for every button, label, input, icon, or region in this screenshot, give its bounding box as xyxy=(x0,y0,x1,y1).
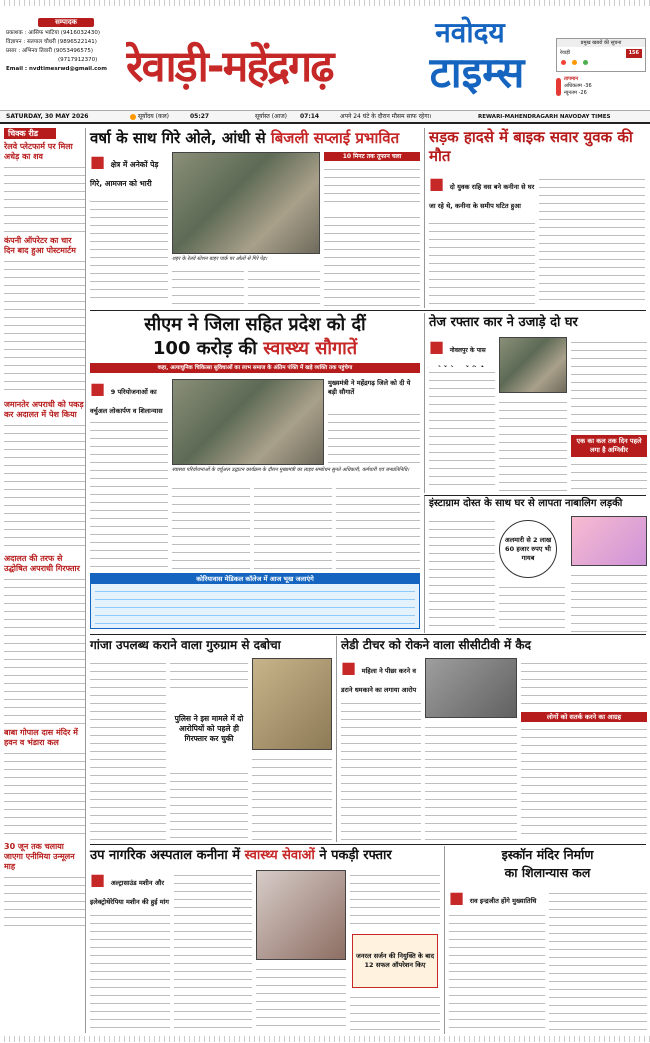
ganja-quote: पुलिस ने इस मामले में दो आरोपियों को पहले ही गिरफ्तार कर चुकी xyxy=(174,714,244,743)
divider xyxy=(90,844,646,845)
bullet-icon: ■ xyxy=(449,888,470,907)
top-story-bullet: ■ क्षेत्र में अनेकों पेड़ गिरे, आमजन को भारी xyxy=(90,152,159,188)
hail-photo-caption: शहर के रेलवे स्टेशन बाहर पार्क पर ओलों से गिरे पेड़। xyxy=(172,256,268,262)
email[interactable]: Email : nvdtimesrwd@gmail.com xyxy=(6,66,107,72)
left-story xyxy=(4,554,85,724)
iskcon-story xyxy=(444,846,646,1034)
sunset: सूर्यास्त (आज) xyxy=(255,113,288,120)
sunrise: सूर्योदय (कल) xyxy=(138,113,170,120)
accident-headline: सड़क हादसे में बाइक सवार युवक की मौत xyxy=(429,128,633,165)
bullet-icon: ■ xyxy=(90,152,111,171)
cm-headline-line2: 100 करोड़ की स्वास्थ्य सौगातें xyxy=(152,338,358,359)
insta-story xyxy=(424,495,646,633)
left-story xyxy=(4,842,85,932)
cm-story xyxy=(90,313,420,631)
iskcon-headline-line2: का शिलान्यास कल xyxy=(504,865,591,880)
bullet-icon: ■ xyxy=(90,379,111,398)
cctv-headline: लेडी टीचर को रोकने वाला सीसीटीवी में कैद xyxy=(341,638,531,652)
tagline: अपने 24 घंटे के दौरान मौसम साफ रहेगा। xyxy=(340,113,432,120)
left-story-headline: जमानतेर अपराधी को पकड़ कर अदालत में पेश किया xyxy=(4,400,84,419)
cctv-side-title: लोगों को सतर्क करने का आग्रह xyxy=(521,712,647,722)
kanina-bullet: ■ अल्ट्रासाउंड मशीन और इलेक्ट्रोथेरेपिया मशीन की हुई मांग xyxy=(90,870,169,906)
staff-line: (9717912370) xyxy=(58,57,98,63)
sunset-time: 07:14 xyxy=(300,113,320,120)
iskcon-bullet: ■ राव इन्द्रजीत होंगे मुख्यातिथि xyxy=(449,888,537,907)
medical-box-title: कोरियावास मेडिकल कॉलेज में आज भूख जलाएंगे xyxy=(91,574,419,584)
car-headline: तेज रफ्तार कार ने उजाड़े दो घर xyxy=(429,315,578,330)
date: SATURDAY, 30 MAY 2026 xyxy=(6,113,89,120)
insta-photo xyxy=(571,516,647,566)
cm-bullet: ■ 9 परियोजनाओं का वर्चुअल लोकार्पण व शिलान्यास xyxy=(90,379,163,415)
sky-badge: 156 xyxy=(626,49,642,58)
staff-heading: सम्पादक xyxy=(38,18,94,27)
bullet-icon: ■ xyxy=(341,658,362,677)
left-story xyxy=(4,728,85,838)
kanina-story xyxy=(90,846,440,1034)
top-story xyxy=(90,128,420,308)
registration-marks xyxy=(0,0,650,6)
car-side-title: एक का कल तक दिन पहले लगा है अग्निवीर xyxy=(571,435,647,457)
cctv-photo xyxy=(425,658,517,718)
kanina-headline: उप नागरिक अस्पताल कनीना में स्वास्थ्य सेवाओं ने पकड़ी रफ्तार xyxy=(90,848,392,863)
divider xyxy=(90,634,646,635)
left-story-headline: रेलवे प्लेटफार्म पर मिला अधेड़ का शव xyxy=(4,142,73,161)
cm-headline-line1: सीएम ने जिला सहित प्रदेश को दीं xyxy=(144,314,366,335)
registration-marks-bottom xyxy=(0,1036,650,1042)
staff-line: प्रसार : अभिनव तिवारी (9053496575) xyxy=(6,48,93,54)
hospital-photo xyxy=(256,870,346,960)
top-story-headline: वर्षा के साथ गिरे ओले, आंधी से बिजली सप्लाई प्रभावित xyxy=(90,129,400,147)
edition: REWARI-MAHENDRAGARH NAVODAY TIMES xyxy=(478,114,611,120)
ganja-headline: गांजा उपलब्ध कराने वाला गुरुग्राम से दबोचा xyxy=(90,638,281,652)
left-story xyxy=(4,142,85,232)
cm-photo-caption: स्वास्थ्य परियोजनाओं के वर्चुअल उद्घाटन कार्यक्रम के दौरान मुख्यमंत्री का लाइव सम्बोधन सुनते अधिकारी, कर्मचारी एवं जनप्रतिनिधि। xyxy=(172,467,410,473)
police-photo xyxy=(252,658,332,750)
bullet-icon: ■ xyxy=(429,174,450,193)
masthead-title-left: रेवाड़ी-महेंद्रगढ़ xyxy=(126,42,333,92)
weather-box xyxy=(556,76,646,100)
cm-event-photo xyxy=(172,379,324,465)
car-story xyxy=(424,313,646,493)
cctv-story xyxy=(336,636,646,842)
left-story-headline: बाबा गोपाल दास मंदिर में हवन व भंडारा कल xyxy=(4,728,78,747)
kanina-headline-highlight: स्वास्थ्य सेवाओं xyxy=(244,848,315,863)
staff-line: विज्ञापन : सतपाल चौधरी (9896522141) xyxy=(6,39,97,45)
thermometer-icon xyxy=(556,78,561,96)
ganja-story xyxy=(90,636,332,842)
sun-icon xyxy=(130,114,136,120)
cctv-bullet: ■ महिला ने पीछा करने व डराने धमकाने का लगाया आरोप xyxy=(341,658,417,694)
sky-city: रेवाड़ी xyxy=(560,50,571,56)
hail-photo xyxy=(172,152,320,254)
weather-label: तापमान xyxy=(564,76,579,82)
cm-redline: कहा, अत्याधुनिक चिकित्सा सुविधाओं का लाभ समाज के अंतिम पंक्ति में खड़े व्यक्ति तक पहुंचेगा xyxy=(90,363,420,373)
left-story xyxy=(4,400,85,550)
left-story-headline: कंपनी ऑपरेटर का चार दिन बाद हुआ पोस्टमार्टम xyxy=(4,236,76,255)
iskcon-headline-line1: इस्कॉन मंदिर निर्माण xyxy=(501,847,594,862)
accident-story xyxy=(424,128,646,308)
kanina-quote: जनरल सर्जन की नियुक्ति के बाद 12 सफल ऑपरेशन किए xyxy=(352,934,438,988)
dateline xyxy=(0,110,650,124)
masthead-title-right-top: नवोदय xyxy=(435,16,505,49)
accident-bullet: ■ दो युवक राहि वस बने कनीना से घर जा रहे थे, कनीना के समीप घटित हुआ xyxy=(429,174,535,210)
storm-box-title: 10 मिनट तक तूफान चला xyxy=(324,152,420,161)
left-column xyxy=(4,128,86,1033)
car-wreck-photo xyxy=(499,337,567,393)
insta-quote: अलमारी से 2 लाख 60 हजार रुपए भी गायब xyxy=(499,520,557,578)
staff-line: प्रकाशक : आसिफ भाटिया (9416032430) xyxy=(6,30,100,36)
bullet-icon: ■ xyxy=(90,870,111,889)
weather-max: अधिकतम -36 xyxy=(564,83,592,89)
weather-min: न्यूनतम -26 xyxy=(564,90,587,96)
left-story-headline: 30 जून तक चलाया जाएगा एनीमिया उन्मूलन माह xyxy=(4,842,75,871)
insta-headline: इंस्टाग्राम दोस्त के साथ घर से लापता नाबालिग लड़की xyxy=(429,498,623,509)
top-story-headline-highlight: बिजली सप्लाई प्रभावित xyxy=(270,129,400,147)
sky-dots xyxy=(557,60,645,65)
cm-headline-highlight: स्वास्थ्य सौगातें xyxy=(263,338,358,359)
car-bullet: ■ नोवलपुर के पास xyxy=(429,337,486,356)
sky-box xyxy=(556,38,646,72)
left-story-headline: अदालत की तरफ से उद्घोषित अपराधी गिरफ्तार xyxy=(4,554,80,573)
staff-box xyxy=(6,18,126,96)
bullet-icon: ■ xyxy=(429,337,450,356)
masthead-title-right-bottom: टाइम्स xyxy=(429,48,525,97)
medical-box xyxy=(90,573,420,629)
sunrise-time: 05:27 xyxy=(190,113,210,120)
cm-sub-headline: मुख्यमंत्री ने महेंद्रगढ़ जिले को दी ये बड़ी सौगातें xyxy=(328,379,411,396)
sky-label: प्रमुख खबरों की सूचना xyxy=(557,39,645,47)
quick-read-tag: चिक्क रीड xyxy=(4,128,56,139)
masthead xyxy=(0,0,650,112)
left-story xyxy=(4,236,85,396)
divider xyxy=(90,310,646,311)
